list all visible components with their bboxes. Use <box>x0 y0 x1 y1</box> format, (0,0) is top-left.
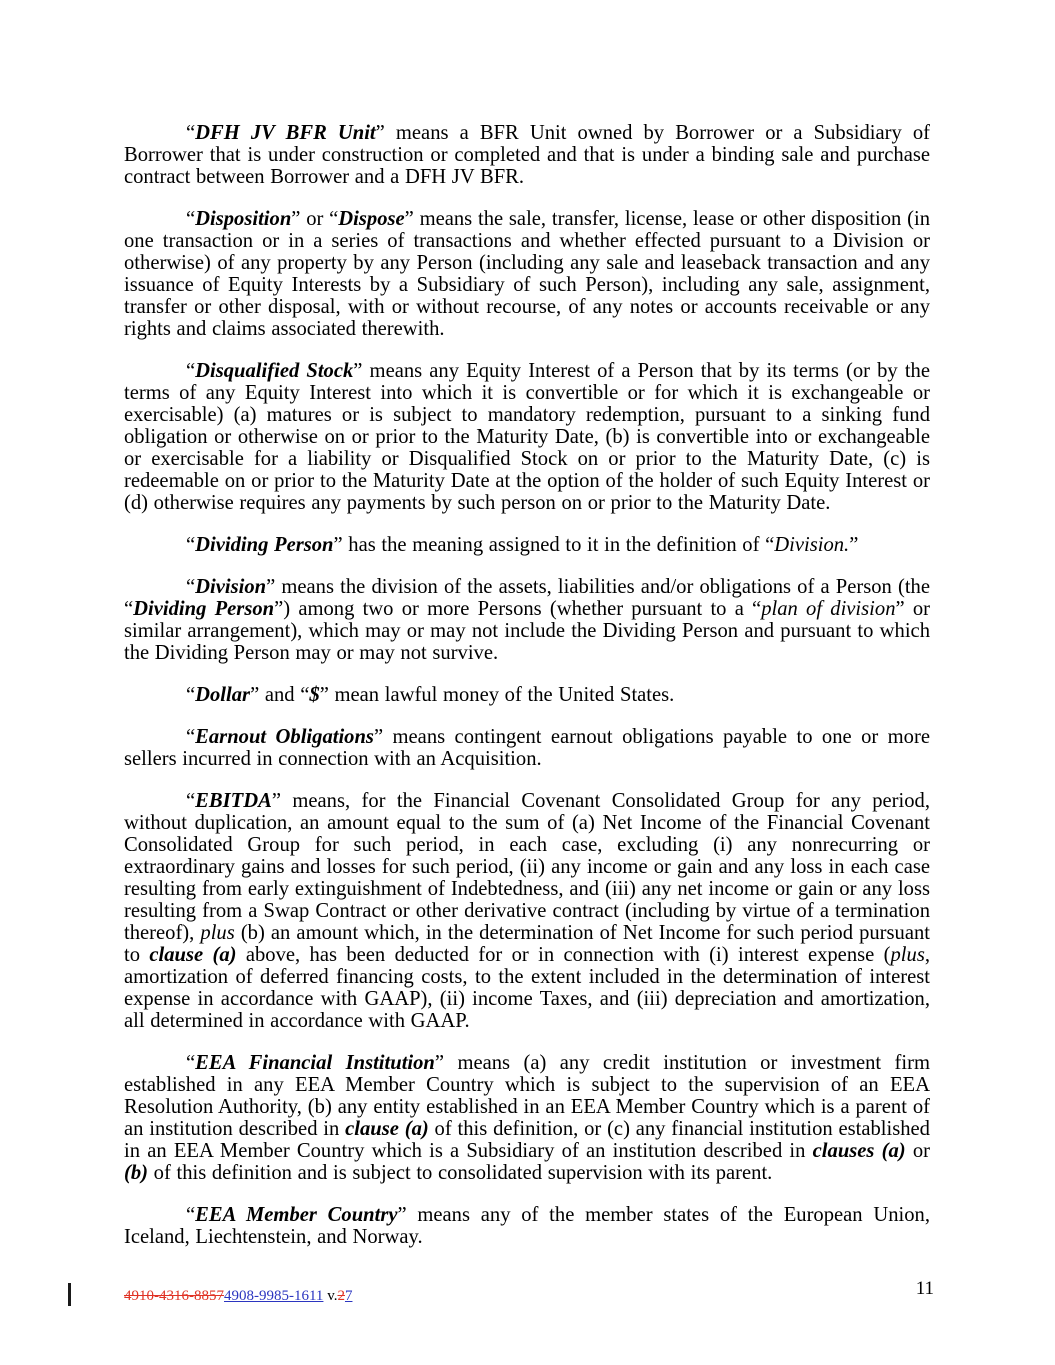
text-run: “ <box>186 726 196 748</box>
text-run: clauses (a) <box>812 1140 906 1162</box>
text-run: (b) an amount which, in the determination of Net Income for such period pursuant to <box>124 922 931 966</box>
text-run: clause (a) <box>149 944 237 966</box>
text-run: plus <box>200 922 235 944</box>
text-run: Disposition <box>195 208 292 230</box>
text-run: “ <box>186 1204 196 1226</box>
text-run: ” means any Equity Interest of a Person that by its terms (or by the terms of any Equity Interest into which it is convertible or for which it is exchangeable or exercisable) (a) matures or is subject to mandatory redemption, pursuant to a sinking fund obligation or otherwise on or prior to the Maturity Date, (b) is convertible into or exchangeable or exercisable for a liability or Disqualified Stock on or prior to the Maturity Date, (c) is redeemable on or prior to the Maturity Date at the option of the holder of such Equity Interest or (d) otherwise requires any payments by such person on or prior to the Maturity Date. <box>124 360 930 514</box>
footer-version-deleted: 2 <box>337 1288 345 1304</box>
text-run: EBITDA <box>195 790 272 812</box>
text-run: above, has been deducted for or in connection with (i) interest expense ( <box>236 944 891 966</box>
text-run: ” or “ <box>291 208 339 230</box>
definition-paragraph <box>124 726 930 770</box>
text-run: “ <box>186 122 196 144</box>
text-run: ”) among two or more Persons (whether pursuant to a “ <box>274 598 762 620</box>
text-run: , amortization of deferred financing costs, to the extent included in the determination of interest expense in accordance with GAAP), (ii) income Taxes, and (iii) depreciation and amortization, all determined in accordance with GAAP. <box>124 944 930 1032</box>
text-run: clause (a) <box>345 1118 429 1140</box>
definition-paragraph <box>124 122 930 188</box>
footer <box>124 1287 352 1305</box>
text-run: Dividing Person <box>195 534 334 556</box>
text-run: plan of division <box>761 598 896 620</box>
page-number: 11 <box>915 1278 934 1299</box>
definition-paragraph <box>124 790 930 1032</box>
footer-doc-id-deleted: 4910-4316-8857 <box>124 1288 224 1304</box>
text-run: ” mean lawful money of the United States. <box>319 684 675 706</box>
text-run: ” means a BFR Unit owned by Borrower or a Subsidiary of Borrower that is under construction or completed and that is under a binding sale and purchase contract between Borrower and a DFH JV BFR. <box>124 122 930 188</box>
text-run: or <box>905 1140 931 1162</box>
text-run: “ <box>186 534 196 556</box>
text-run: $ <box>309 684 320 706</box>
footer-version-inserted: 7 <box>344 1288 353 1304</box>
definition-paragraph <box>124 684 930 706</box>
text-run: ” means the sale, transfer, license, lease or other disposition (in one transaction or in a series of transactions and whether effected pursuant to a Division or otherwise) of any property by any Person (including any sale and leaseback transaction and any issuance of Equity Interests by a Subsidiary of such Person), including any sale, assignment, transfer or other disposal, with or without recourse, of any notes or accounts receivable or any rights and claims associated therewith. <box>124 208 931 340</box>
text-run: “ <box>186 684 196 706</box>
text-run: “ <box>186 576 196 598</box>
definition-paragraph <box>124 360 930 514</box>
text-run: of this definition and is subject to consolidated supervision with its parent. <box>148 1162 773 1184</box>
text-run: of this definition, or (c) any financial institution established in an EEA Member Country which is a Subsidiary of an institution described in <box>124 1118 930 1162</box>
text-run: ” means contingent earnout obligations payable to one or more sellers incurred in connection with an Acquisition. <box>124 726 930 770</box>
text-run: plus <box>890 944 925 966</box>
text-run: Division. <box>774 534 850 556</box>
text-run: Disqualified Stock <box>195 360 354 382</box>
definition-paragraph <box>124 208 930 340</box>
definition-paragraph <box>124 1052 930 1184</box>
text-run: Dividing Person <box>133 598 275 620</box>
text-run: Dispose <box>338 208 405 230</box>
text-run: “ <box>186 790 196 812</box>
text-run: Earnout Obligations <box>195 726 374 748</box>
text-run: ” means any of the member states of the European Union, Iceland, Liechtenstein, and Norway. <box>124 1204 930 1248</box>
change-bar <box>68 1283 71 1306</box>
text-run: Dollar <box>195 684 251 706</box>
text-run: ” means (a) any credit institution or investment firm established in any EEA Member Country which is subject to the supervision of an EEA Resolution Authority, (b) any entity established in an EEA Member Country which is a parent of an institution described in <box>124 1052 930 1140</box>
text-run: (b) <box>124 1162 149 1184</box>
text-run: ” has the meaning assigned to it in the definition of “ <box>333 534 775 556</box>
text-run: “ <box>186 1052 196 1074</box>
text-run: “ <box>186 208 196 230</box>
footer-doc-id-inserted: 4908-9985-1611 <box>224 1288 324 1304</box>
text-run: EEA Financial Institution <box>195 1052 435 1074</box>
text-run: ” and “ <box>250 684 310 706</box>
definition-paragraph <box>124 534 930 556</box>
definition-paragraph <box>124 576 930 664</box>
text-run: ” means the division of the assets, liabilities and/or obligations of a Person (the “ <box>124 576 930 620</box>
footer-version-prefix: v. <box>323 1288 338 1304</box>
text-run: ” or similar arrangement), which may or may not include the Dividing Person and pursuant to which the Dividing Person may or may not survive. <box>124 598 931 664</box>
text-run: ” means, for the Financial Covenant Consolidated Group for any period, without duplication, an amount equal to the sum of (a) Net Income of the Financial Covenant Consolidated Group for such period, in each case, excluding (i) any nonrecurring or extraordinary gains and losses for such period, (ii) any income or gain and any loss in each case resulting from early extinguishment of Indebtedness, and (iii) any net income or gain or any loss resulting from a Swap Contract or other derivative contract (including by virtue of a termination thereof), <box>124 790 930 944</box>
text-run: “ <box>186 360 196 382</box>
text-run: ” <box>849 534 859 556</box>
text-run: EEA Member Country <box>195 1204 398 1226</box>
text-run: DFH JV BFR Unit <box>195 122 376 144</box>
text-run: Division <box>195 576 267 598</box>
document-body <box>124 122 930 1268</box>
definition-paragraph <box>124 1204 930 1248</box>
